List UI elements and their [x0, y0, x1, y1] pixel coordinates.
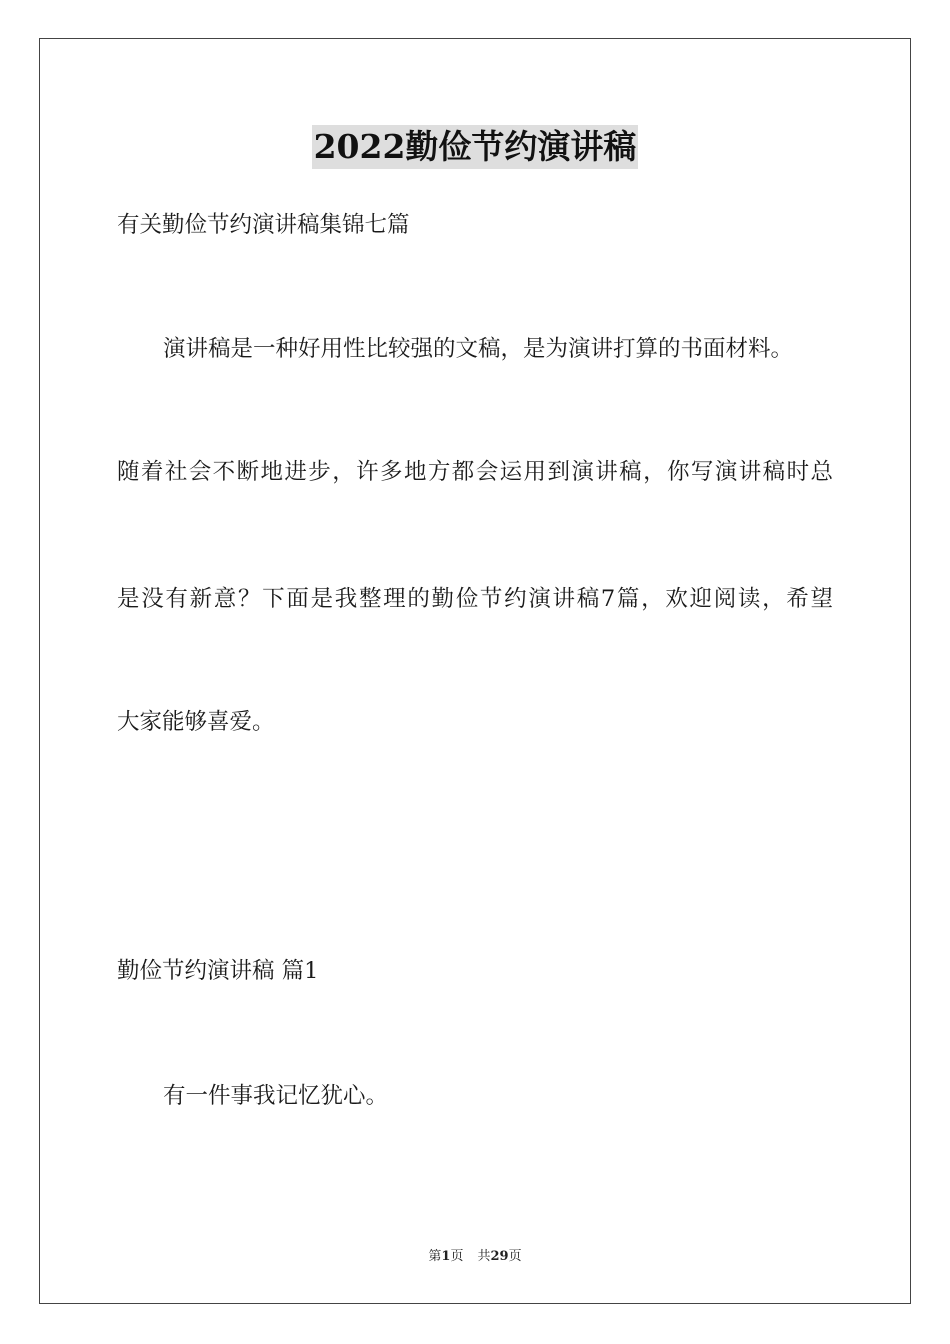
section-heading: 勤俭节约演讲稿 篇1 — [117, 958, 319, 984]
section-first-line: 有一件事我记忆犹心。 — [163, 1083, 389, 1109]
paragraph-line-1: 演讲稿是一种好用性比较强的文稿，是为演讲打算的书面材料。 — [163, 336, 794, 362]
paragraph-line-4: 大家能够喜爱。 — [117, 709, 275, 735]
paragraph-line-2: 随着社会不断地进步，许多地方都会运用到演讲稿，你写演讲稿时总 — [117, 459, 833, 485]
footer-total-suffix: 页 — [508, 1249, 522, 1264]
footer-total-prefix: 共 — [477, 1249, 491, 1264]
page-footer — [0, 1248, 950, 1266]
paragraph-line-3: 是没有新意？下面是我整理的勤俭节约演讲稿7篇，欢迎阅读，希望 — [117, 586, 833, 612]
footer-page-suffix: 页 — [450, 1249, 464, 1264]
document-title: 2022勤俭节约演讲稿 — [312, 125, 639, 169]
footer-page-number: 1 — [441, 1249, 451, 1264]
document-subtitle: 有关勤俭节约演讲稿集锦七篇 — [117, 212, 410, 238]
footer-page-prefix: 第 — [428, 1249, 442, 1264]
footer-total-pages: 29 — [490, 1249, 509, 1264]
title-container — [0, 125, 950, 169]
